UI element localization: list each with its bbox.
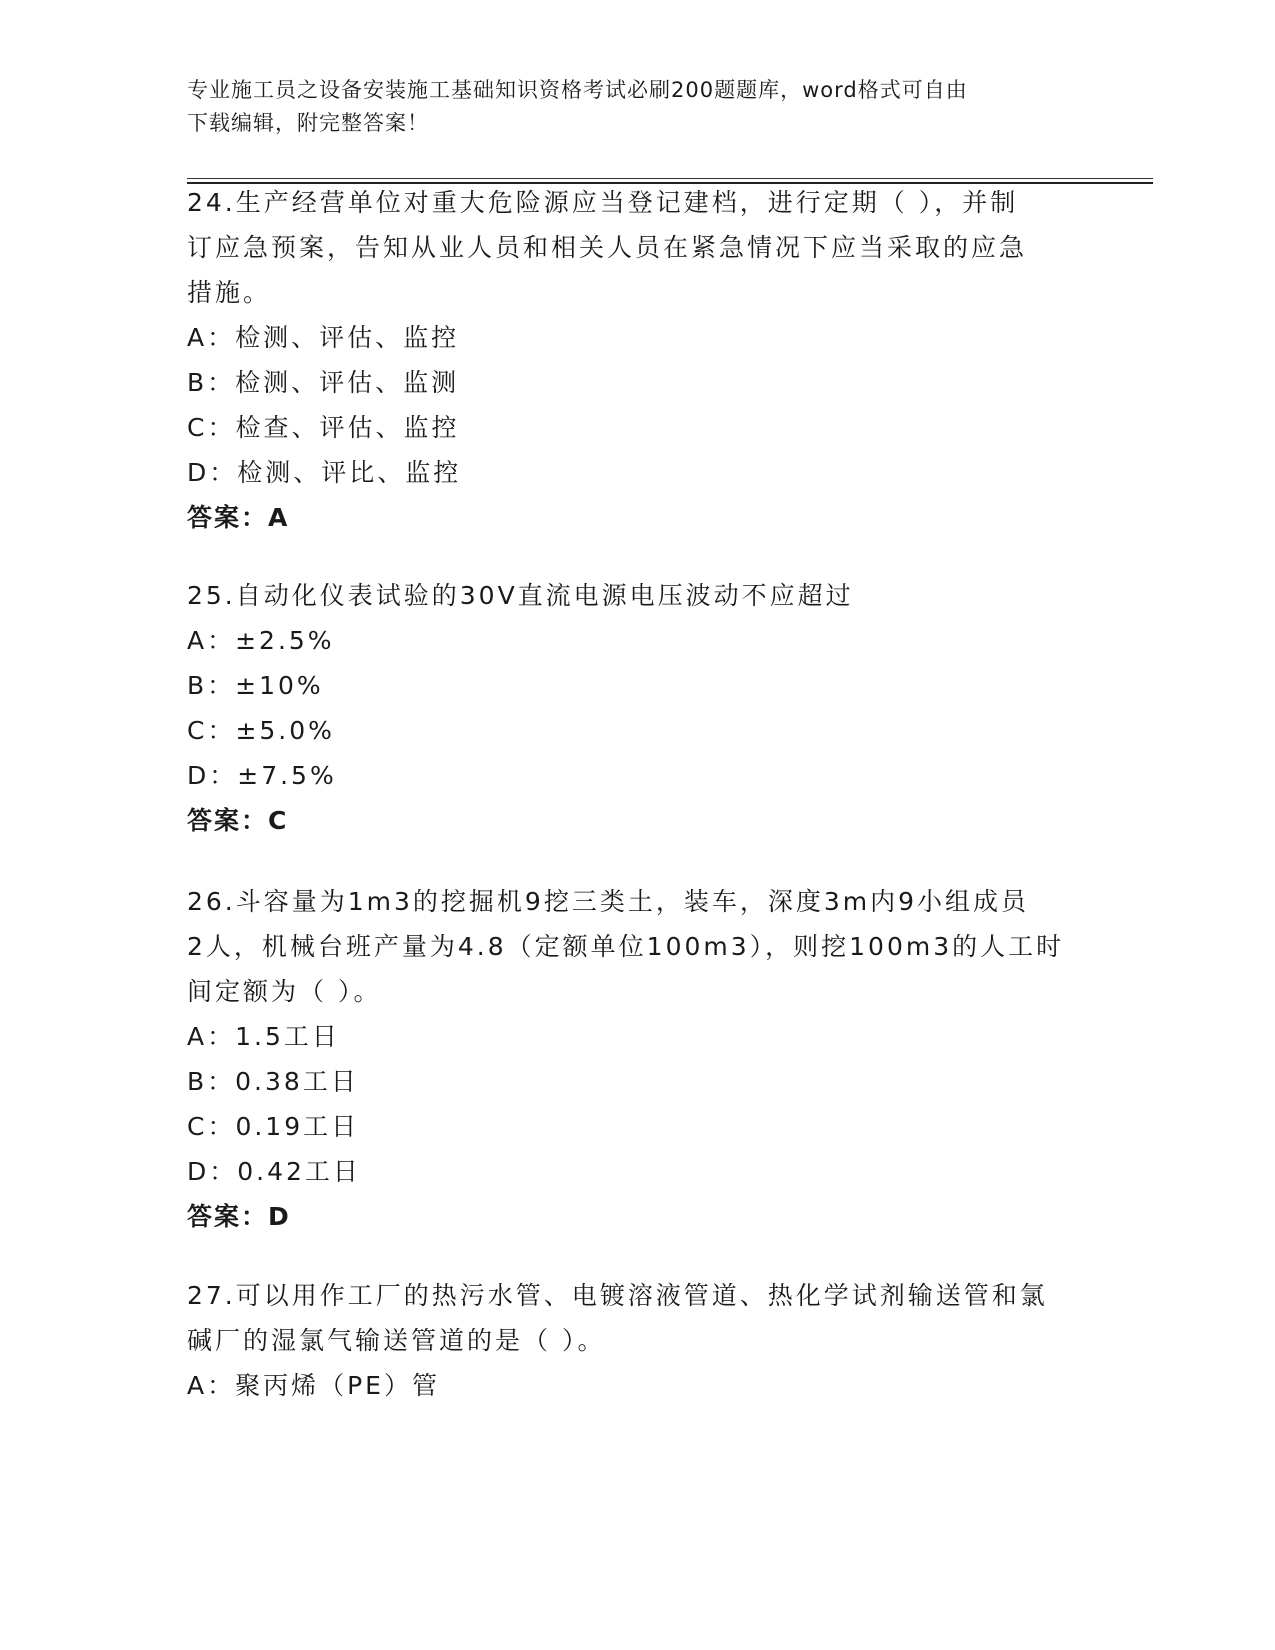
answer-label: 答案：C	[187, 806, 289, 835]
option-d: D：检测、评比、监控	[187, 458, 462, 487]
option-b: B：0.38工日	[187, 1067, 359, 1096]
question-27	[187, 1273, 1087, 1408]
option-a: A：±2.5%	[187, 626, 335, 655]
document-header	[187, 74, 1067, 140]
question-stem-line: 2人，机械台班产量为4.8（定额单位100m3），则挖100m3的人工时	[187, 932, 1065, 961]
header-line-2: 下载编辑，附完整答案！	[187, 111, 429, 135]
question-stem-line: 订应急预案，告知从业人员和相关人员在紧急情况下应当采取的应急	[187, 233, 1028, 262]
header-line-1: 专业施工员之设备安装施工基础知识资格考试必刷200题题库，word格式可自由	[187, 78, 968, 102]
header-divider-thin	[187, 178, 1153, 179]
answer-label: 答案：D	[187, 1202, 291, 1231]
question-25	[187, 573, 1087, 843]
option-d: D：±7.5%	[187, 761, 337, 790]
question-stem-line: 措施。	[187, 278, 272, 307]
question-stem-line: 27.可以用作工厂的热污水管、电镀溶液管道、热化学试剂输送管和氯	[187, 1281, 1048, 1310]
question-stem-line: 间定额为（ ）。	[187, 977, 382, 1006]
answer-label: 答案：A	[187, 503, 290, 532]
option-c: C：0.19工日	[187, 1112, 360, 1141]
option-a: A：聚丙烯（PE）管	[187, 1371, 440, 1400]
question-26	[187, 879, 1087, 1239]
question-24	[187, 180, 1087, 540]
question-stem-line: 24.生产经营单位对重大危险源应当登记建档，进行定期（ ），并制	[187, 188, 1019, 217]
option-b: B：±10%	[187, 671, 324, 700]
question-stem-line: 26.斗容量为1m3的挖掘机9挖三类土，装车，深度3m内9小组成员	[187, 887, 1029, 916]
option-a: A：检测、评估、监控	[187, 323, 460, 352]
option-a: A：1.5工日	[187, 1022, 340, 1051]
question-stem-line: 25.自动化仪表试验的30V直流电源电压波动不应超过	[187, 581, 854, 610]
option-c: C：±5.0%	[187, 716, 335, 745]
option-d: D：0.42工日	[187, 1157, 361, 1186]
question-stem-line: 碱厂的湿氯气输送管道的是（ ）。	[187, 1326, 606, 1355]
option-b: B：检测、评估、监测	[187, 368, 460, 397]
option-c: C：检查、评估、监控	[187, 413, 460, 442]
